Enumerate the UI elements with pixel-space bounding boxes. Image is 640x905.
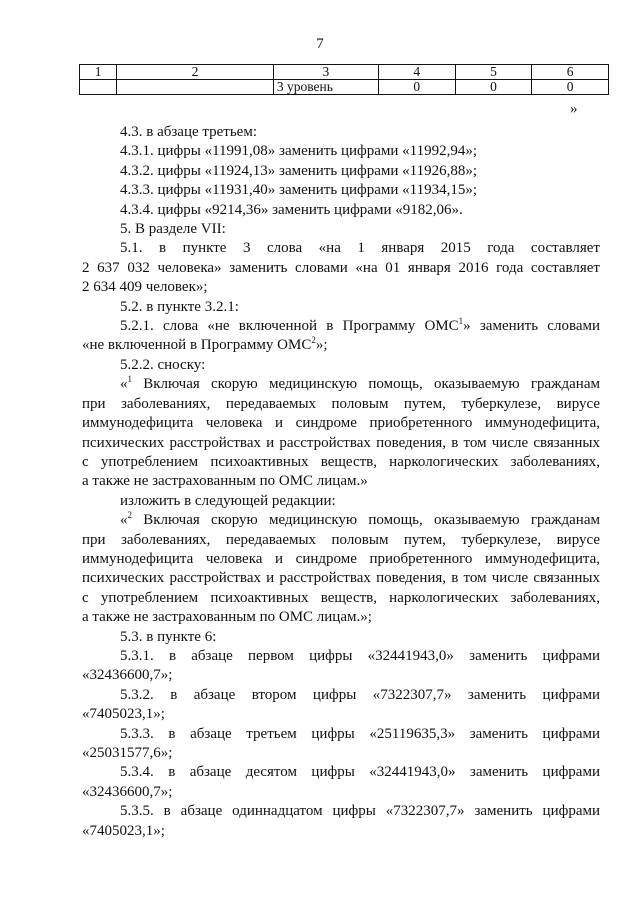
text-line: а также не застрахованным по ОМС лицам.» xyxy=(82,473,368,490)
text-line xyxy=(82,375,600,394)
quote-open: « xyxy=(120,512,128,529)
text-line: «7405023,1»; xyxy=(82,822,165,839)
table-row xyxy=(80,80,609,95)
paragraph-4-3-2: 4.3.2. цифры «11924,13» заменить цифрами «11926,88»; xyxy=(120,162,478,179)
text-fragment: Включая скорую медицинскую помощь, оказываемую гражданам xyxy=(132,512,600,529)
paragraph-5-3-3 xyxy=(82,725,600,764)
paragraph-5-3-1 xyxy=(82,647,600,686)
paragraph-5-2-2: 5.2.2. сноску: xyxy=(120,356,206,373)
footnote-ref: 1 xyxy=(458,316,464,327)
table-cell xyxy=(117,80,274,95)
table-cell xyxy=(80,80,117,95)
text-line: «32436600,7»; xyxy=(82,667,173,684)
document-body xyxy=(82,123,600,841)
footnote-ref: 2 xyxy=(127,510,132,521)
paragraph-5-3-5 xyxy=(82,802,600,841)
text-line: иммунодефицита человека и синдроме приобретенного иммунодефицита, xyxy=(82,550,600,567)
paragraph-5-3-4 xyxy=(82,763,600,802)
quote-open: « xyxy=(120,376,128,393)
text-line xyxy=(82,511,600,530)
text-line: при заболеваниях, передаваемых половым путем, туберкулезе, вирусе xyxy=(82,395,600,412)
table-header-cell: 5 xyxy=(455,65,532,80)
table-cell: 0 xyxy=(532,80,609,95)
footnote-ref: 2 xyxy=(311,335,316,346)
text-line: с употреблением психоактивных веществ, наркологических заболеваниях, xyxy=(82,453,600,470)
text-line: 5.3.5. в абзаце одиннадцатом цифры «7322307,7» заменить цифрами xyxy=(120,803,600,820)
text-fragment: »; xyxy=(315,337,328,354)
text-line: 5.3.2. в абзаце втором цифры «7322307,7» заменить цифрами xyxy=(120,686,600,703)
text-line: «7405023,1»; xyxy=(82,706,165,723)
text-line: психических расстройствах и расстройствах поведения, в том числе связанных xyxy=(82,434,600,451)
text-line: 5.3.4. в абзаце десятом цифры «32441943,0» заменить цифрами xyxy=(120,764,600,781)
paragraph-4-3: 4.3. в абзаце третьем: xyxy=(120,124,257,140)
paragraph-4-3-1: 4.3.1. цифры «11991,08» заменить цифрами «11992,94»; xyxy=(120,143,478,160)
table-cell: 3 уровень xyxy=(273,80,378,95)
text-fragment: Включая скорую медицинскую помощь, оказываемую гражданам xyxy=(132,376,600,393)
paragraph-5-1 xyxy=(82,239,600,297)
paragraph-4-3-4: 4.3.4. цифры «9214,36» заменить цифрами «9182,06». xyxy=(120,201,463,218)
paragraph-5: 5. В разделе VII: xyxy=(120,221,226,238)
text-fragment: 5.2.1. слова «не включенной в Программу ОМС xyxy=(120,318,459,335)
paragraph-5-3: 5.3. в пункте 6: xyxy=(120,628,217,645)
text-line: 2 634 409 человек»; xyxy=(82,279,208,296)
table-header-row xyxy=(80,65,609,80)
table-cell: 0 xyxy=(455,80,532,95)
text-fragment: » заменить словами xyxy=(463,318,601,335)
text-line xyxy=(82,336,600,355)
paragraph-5-2: 5.2. в пункте 3.2.1: xyxy=(120,298,239,315)
paragraph-5-2-1 xyxy=(82,317,600,356)
text-line: 5.3.3. в абзаце третьем цифры «25119635,3» заменить цифрами xyxy=(120,725,600,742)
paragraph-new-wording: изложить в следующей редакции: xyxy=(120,492,336,509)
text-line: а также не застрахованным по ОМС лицам.»; xyxy=(82,609,372,626)
amendment-table xyxy=(79,64,609,95)
text-line xyxy=(82,317,600,336)
table-header-cell: 2 xyxy=(117,65,274,80)
text-line: «25031577,6»; xyxy=(82,745,173,761)
footnote-old xyxy=(82,375,600,491)
text-line: при заболеваниях, передаваемых половым путем, туберкулезе, вирусе xyxy=(82,531,600,548)
text-line: 2 637 032 человека» заменить словами «на 01 января 2016 года составляет xyxy=(82,259,600,276)
text-line: иммунодефицита человека и синдроме приобретенного иммунодефицита, xyxy=(82,415,600,432)
footnote-ref: 1 xyxy=(127,374,132,385)
closing-quote: » xyxy=(570,101,578,117)
text-fragment: «не включенной в Программу ОМС xyxy=(82,337,312,354)
paragraph-5-3-2 xyxy=(82,686,600,725)
text-line: «32436600,7»; xyxy=(82,783,173,800)
table-header-cell: 6 xyxy=(532,65,609,80)
page-number: 7 xyxy=(316,36,324,52)
text-line: 5.1. в пункте 3 слова «на 1 января 2015 года составляет xyxy=(120,240,600,257)
text-line: 5.3.1. в абзаце первом цифры «32441943,0» заменить цифрами xyxy=(120,647,600,664)
table-cell: 0 xyxy=(378,80,455,95)
text-line: с употреблением психоактивных веществ, наркологических заболеваниях, xyxy=(82,589,600,606)
footnote-new xyxy=(82,511,600,627)
text-line: психических расстройствах и расстройствах поведения, в том числе связанных xyxy=(82,570,600,587)
table-header-cell: 4 xyxy=(378,65,455,80)
table-header-cell: 3 xyxy=(273,65,378,80)
paragraph-4-3-3: 4.3.3. цифры «11931,40» заменить цифрами «11934,15»; xyxy=(120,182,478,199)
table-header-cell: 1 xyxy=(80,65,117,80)
